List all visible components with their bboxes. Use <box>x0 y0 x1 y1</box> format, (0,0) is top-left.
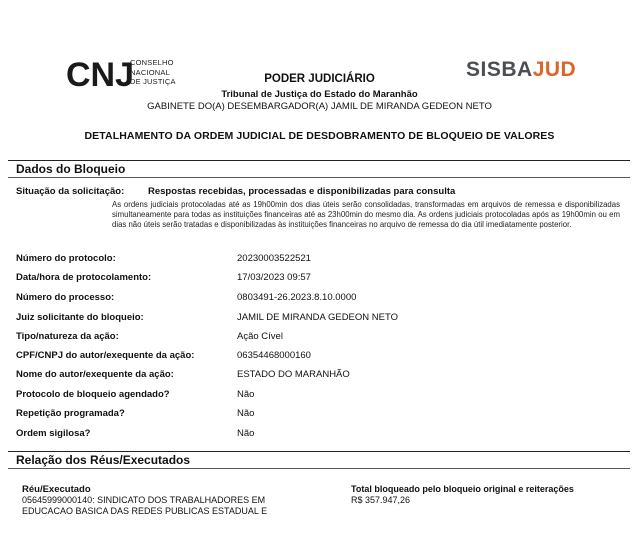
field-value: JAMIL DE MIRANDA GEDEON NETO <box>237 312 398 323</box>
field-label: Tipo/natureza da ação: <box>16 331 119 342</box>
field-value: Não <box>237 408 255 419</box>
total-column-header: Total bloqueado pelo bloqueio original e reiterações <box>351 484 574 494</box>
office-name: GABINETE DO(A) DESEMBARGADOR(A) JAMIL DE MIRANDA GEDEON NETO <box>147 101 492 112</box>
field-label: Número do protocolo: <box>16 253 116 264</box>
field-value: Não <box>237 389 255 400</box>
field-value: ESTADO DO MARANHÃO <box>237 369 350 380</box>
field-label: Data/hora de protocolamento: <box>16 272 152 283</box>
sisbajud-logo-part2: JUD <box>532 58 577 81</box>
reu-line: EDUCACAO BASICA DAS REDES PUBLICAS ESTADUAL E <box>22 506 268 516</box>
field-label: Juiz solicitante do bloqueio: <box>16 312 144 323</box>
cnj-sub-line: DE JUSTIÇA <box>130 77 176 86</box>
court-name: Tribunal de Justiça do Estado do Maranhão <box>221 89 418 100</box>
field-value: Não <box>237 428 255 439</box>
situacao-note: As ordens judiciais protocoladas até as 19h00min dos dias úteis serão consolidadas, transformadas em arquivos de remessa e disponibilizadas simultaneamente para todas as instituições financeiras até as 23h00min do mesmo dia. As ordens judiciais protocoladas após as 19h00min ou em dias não úteis serão tratadas e disponibilizadas às instituições financeiras no arquivo de remessa do dia útil imediatamente posterior. <box>112 200 620 229</box>
section-header-bloqueio <box>8 160 630 178</box>
field-label: Número do processo: <box>16 292 115 303</box>
field-label: Ordem sigilosa? <box>16 428 91 439</box>
cnj-logo-text: CNJ <box>66 56 135 92</box>
field-value: 17/03/2023 09:57 <box>237 272 311 283</box>
situacao-value: Respostas recebidas, processadas e disponibilizadas para consulta <box>148 186 456 197</box>
reu-column-header: Réu/Executado <box>22 484 91 495</box>
cnj-sub-line: NACIONAL <box>130 67 170 77</box>
section-title: Dados do Bloqueio <box>16 162 126 176</box>
sisbajud-logo-part1: SISBA <box>466 58 533 81</box>
field-value: 20230003522521 <box>237 253 311 264</box>
field-value: Ação Cível <box>237 331 283 342</box>
page-title: PODER JUDICIÁRIO <box>264 73 375 85</box>
field-label: Nome do autor/exequente da ação: <box>16 369 174 380</box>
cnj-sub-line: CONSELHO <box>130 58 174 67</box>
field-value: 0803491-26.2023.8.10.0000 <box>237 292 357 303</box>
situacao-label: Situação da solicitação: <box>16 186 125 197</box>
total-value: R$ 357.947,26 <box>351 495 411 505</box>
reu-line: 05645999000140: SINDICATO DOS TRABALHADORES EM <box>22 495 266 505</box>
document-title: DETALHAMENTO DA ORDEM JUDICIAL DE DESDOBRAMENTO DE BLOQUEIO DE VALORES <box>84 130 555 142</box>
field-label: Repetição programada? <box>16 408 125 419</box>
section-header-reus <box>8 451 630 469</box>
field-label: CPF/CNPJ do autor/exequente da ação: <box>16 350 195 361</box>
field-label: Protocolo de bloqueio agendado? <box>16 389 170 400</box>
field-value: 06354468000160 <box>237 350 311 361</box>
section-title: Relação dos Réus/Executados <box>16 453 191 467</box>
